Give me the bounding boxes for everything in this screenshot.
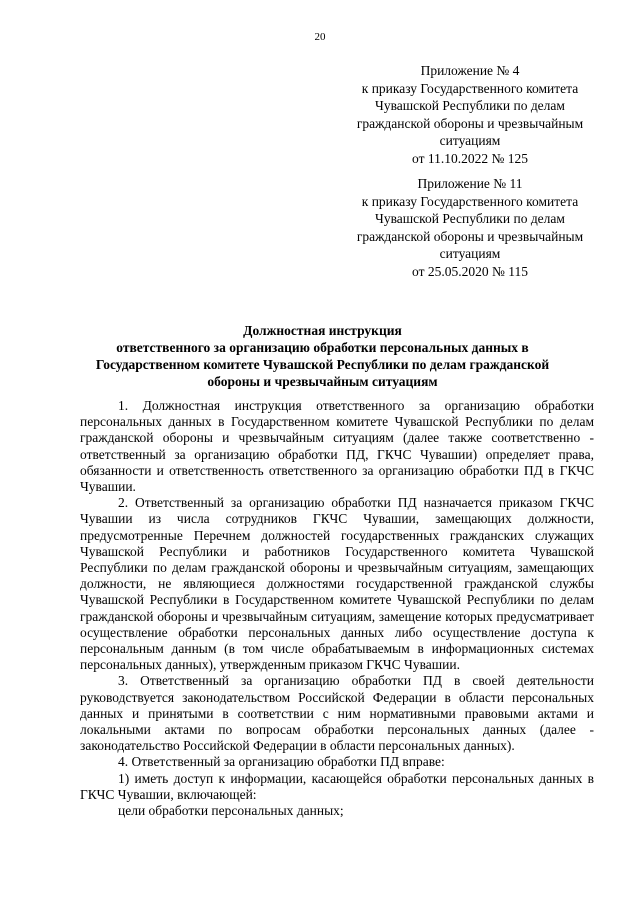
appendix-current [340,62,600,167]
paragraph-1: 1. Должностная инструкция ответственного за организацию обработки персональных данных в Государственном комитете Чувашской Республики по делам гражданской обороны и чрезвычайным ситуациям (далее также соответственно - ответственный за организацию обработки ПД, ГКЧС Чувашии) определяет права, обязанности и ответственность ответственного за организацию обработки ПД в ГКЧС Чувашии. [80,398,594,495]
document-title-line: обороны и чрезвычайным ситуациям [207,374,438,389]
paragraph-2: 2. Ответственный за организацию обработки ПД назначается приказом ГКЧС Чувашии из числа сотрудников ГКЧС Чувашии, замещающих должности, предусмотренные Перечнем должностей государственных гражданских служащих Чувашской Республики и работников Государственного комитета Чувашской Республики по делам гражданской обороны и чрезвычайным ситуациям, замещающих должности, не являющиеся должностями государственной гражданской службы Чувашской Республики в Государственном комитете Чувашской Республики по делам гражданской обороны и чрезвычайным ситуациям, замещение которых предусматривает осуществление обработки персональных данных либо осуществление доступа к персональным данным (в том числе обрабатываемым в информационных системах персональных данных), утвержденным приказом ГКЧС Чувашии. [80,495,594,673]
document-title-line: Государственном комитете Чувашской Республики по делам гражданской [95,357,550,372]
paragraph-3: 3. Ответственный за организацию обработки ПД в своей деятельности руководствуется законодательством Российской Федерации в области персональных данных и принятыми в соответствии с ним нормативными правовыми актами и локальными актами по вопросам обработки персональных данных (далее - законодательство Российской Федерации в области персональных данных). [80,673,594,754]
document-title-line: ответственного за организацию обработки персональных данных в [116,340,529,355]
appendix-current-line: Приложение № 4 [420,63,520,78]
document-title-line: Должностная инструкция [243,323,402,338]
appendix-previous-line: ситуациям [439,246,501,261]
paragraph-4-item-1-sub: цели обработки персональных данных; [118,803,344,819]
appendix-previous-line: гражданской обороны и чрезвычайным [356,228,584,244]
document-body [80,398,594,819]
appendix-previous-line: от 25.05.2020 № 115 [412,263,528,279]
document-title [80,322,565,390]
appendix-current-line: Чувашской Республики по делам [375,98,565,113]
appendix-previous-line: Чувашской Республики по делам [375,211,565,226]
appendix-current-line: от 11.10.2022 № 125 [412,150,528,166]
appendix-current-line: к приказу Государственного комитета [361,80,579,96]
page-number: 20 [314,31,326,43]
paragraph-4: 4. Ответственный за организацию обработки ПД вправе: [118,754,445,770]
paragraph-4-item-1: 1) иметь доступ к информации, касающейся обработки персональных данных в ГКЧС Чувашии, включающей: [80,770,594,802]
appendix-previous-line: к приказу Государственного комитета [361,193,579,209]
appendix-previous [340,175,600,280]
appendix-current-line: ситуациям [439,133,501,148]
appendix-current-line: гражданской обороны и чрезвычайным [356,115,584,131]
appendix-previous-line: Приложение № 11 [417,176,523,191]
